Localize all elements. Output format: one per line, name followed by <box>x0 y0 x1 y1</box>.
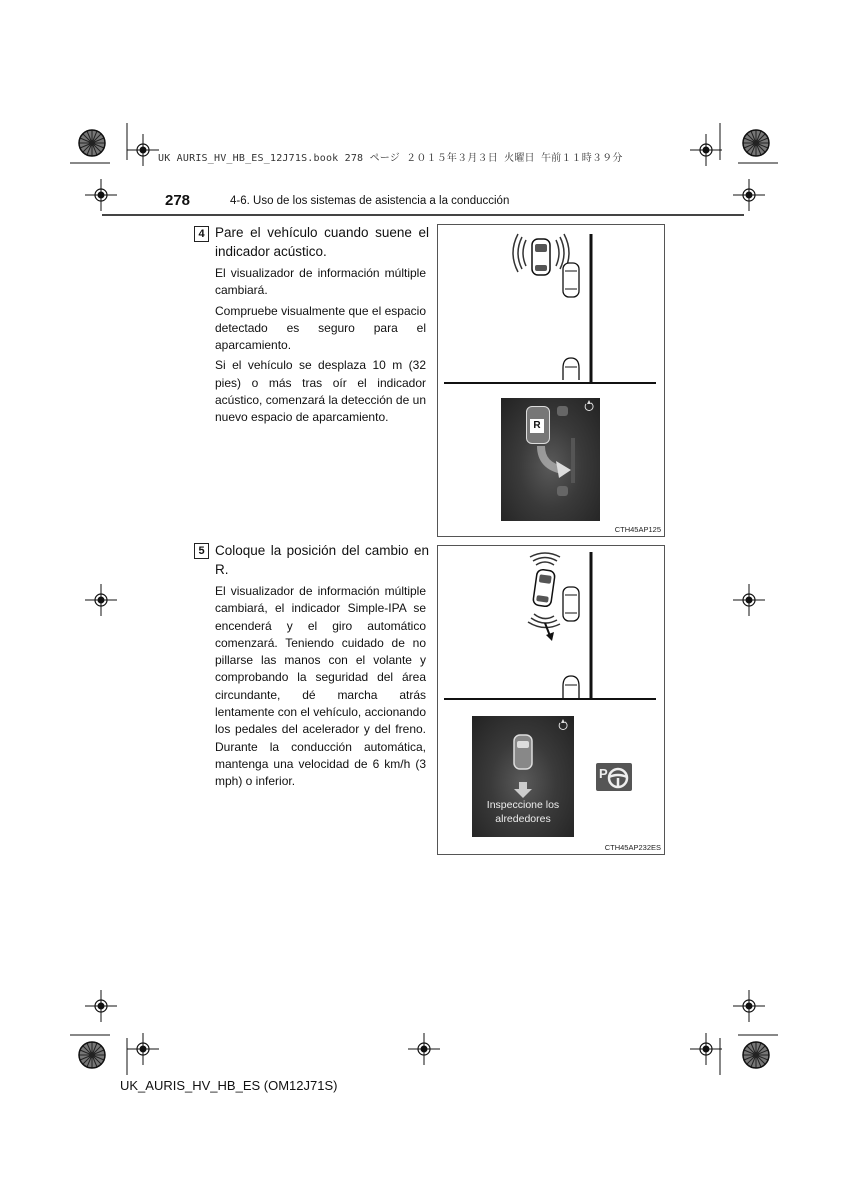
step-body <box>215 583 426 794</box>
steering-wheel-icon <box>596 763 632 791</box>
simple-ipa-indicator-icon <box>596 763 632 791</box>
page-number: 278 <box>165 192 191 209</box>
registration-rosette <box>79 130 105 156</box>
step-title: Coloque la posición del cambio en R. <box>215 543 429 577</box>
step-paragraph: El visualizador de información múltiple cambiará, el indicador Simple-IPA se encenderá y el giro automático comenzará. Teniendo cuidado de no pillarse las manos con el volante y comprobando la seguridad del área circundante, dé marcha atrás lentamente con el vehículo, accionando los pedales del acelerador y del freno. Durante la conducción automática, mantenga una velocidad de 6 km/h (3 mph) o inferior. <box>215 584 426 789</box>
multi-information-display <box>472 716 574 837</box>
car-icon <box>514 735 532 769</box>
registration-rosette <box>79 1042 105 1068</box>
parked-car-icon <box>563 676 579 698</box>
footer-doc-code: UK_AURIS_HV_HB_ES (OM12J71S) <box>120 1078 338 1093</box>
multi-information-display <box>501 398 600 521</box>
step-title: Pare el vehículo cuando suene el indicador acústico. <box>215 225 429 259</box>
indicator-letter: P <box>599 766 608 781</box>
step-paragraph: Si el vehículo se desplaza 10 m (32 pies) o más tras oír el indicador acústico, comenzará la detección de un nuevo espacio de aparcamiento. <box>215 358 426 425</box>
section-title: 4-6. Uso de los sistemas de asistencia a la conducción <box>230 195 510 207</box>
own-car-icon <box>532 239 550 275</box>
direction-arrow-icon <box>556 461 571 478</box>
step-paragraph: El visualizador de información múltiple cambiará. <box>215 266 426 298</box>
figure-step-4 <box>437 224 665 537</box>
display-message: Inspeccione los alrededores <box>486 799 560 825</box>
step-number-box: 4 <box>194 226 209 242</box>
figure-code: CTH45AP232ES <box>604 843 661 852</box>
own-car-icon <box>533 569 556 607</box>
return-icon <box>585 403 593 411</box>
car-icon <box>526 406 550 444</box>
header-rule <box>102 214 744 216</box>
registration-rosette <box>743 130 769 156</box>
step-number-box: 5 <box>194 543 209 559</box>
print-header: UK AURIS_HV_HB_ES_12J71S.book 278 ページ ２０１５年３月３日 火曜日 午前１１時３９分 <box>158 153 623 164</box>
parked-car-icon <box>563 263 579 297</box>
down-arrow-icon <box>514 782 532 798</box>
parked-car-icon <box>563 358 579 380</box>
step-paragraph: Compruebe visualmente que el espacio detectado es seguro para el aparcamiento. <box>215 303 426 353</box>
gear-indicator: R <box>530 419 544 433</box>
return-icon <box>559 722 567 730</box>
figure-step-5 <box>437 545 665 855</box>
reverse-arrow-icon <box>545 623 554 641</box>
parked-car-icon <box>563 587 579 621</box>
registration-rosette <box>743 1042 769 1068</box>
step-body <box>215 265 426 430</box>
figure-code: CTH45AP125 <box>614 525 661 534</box>
